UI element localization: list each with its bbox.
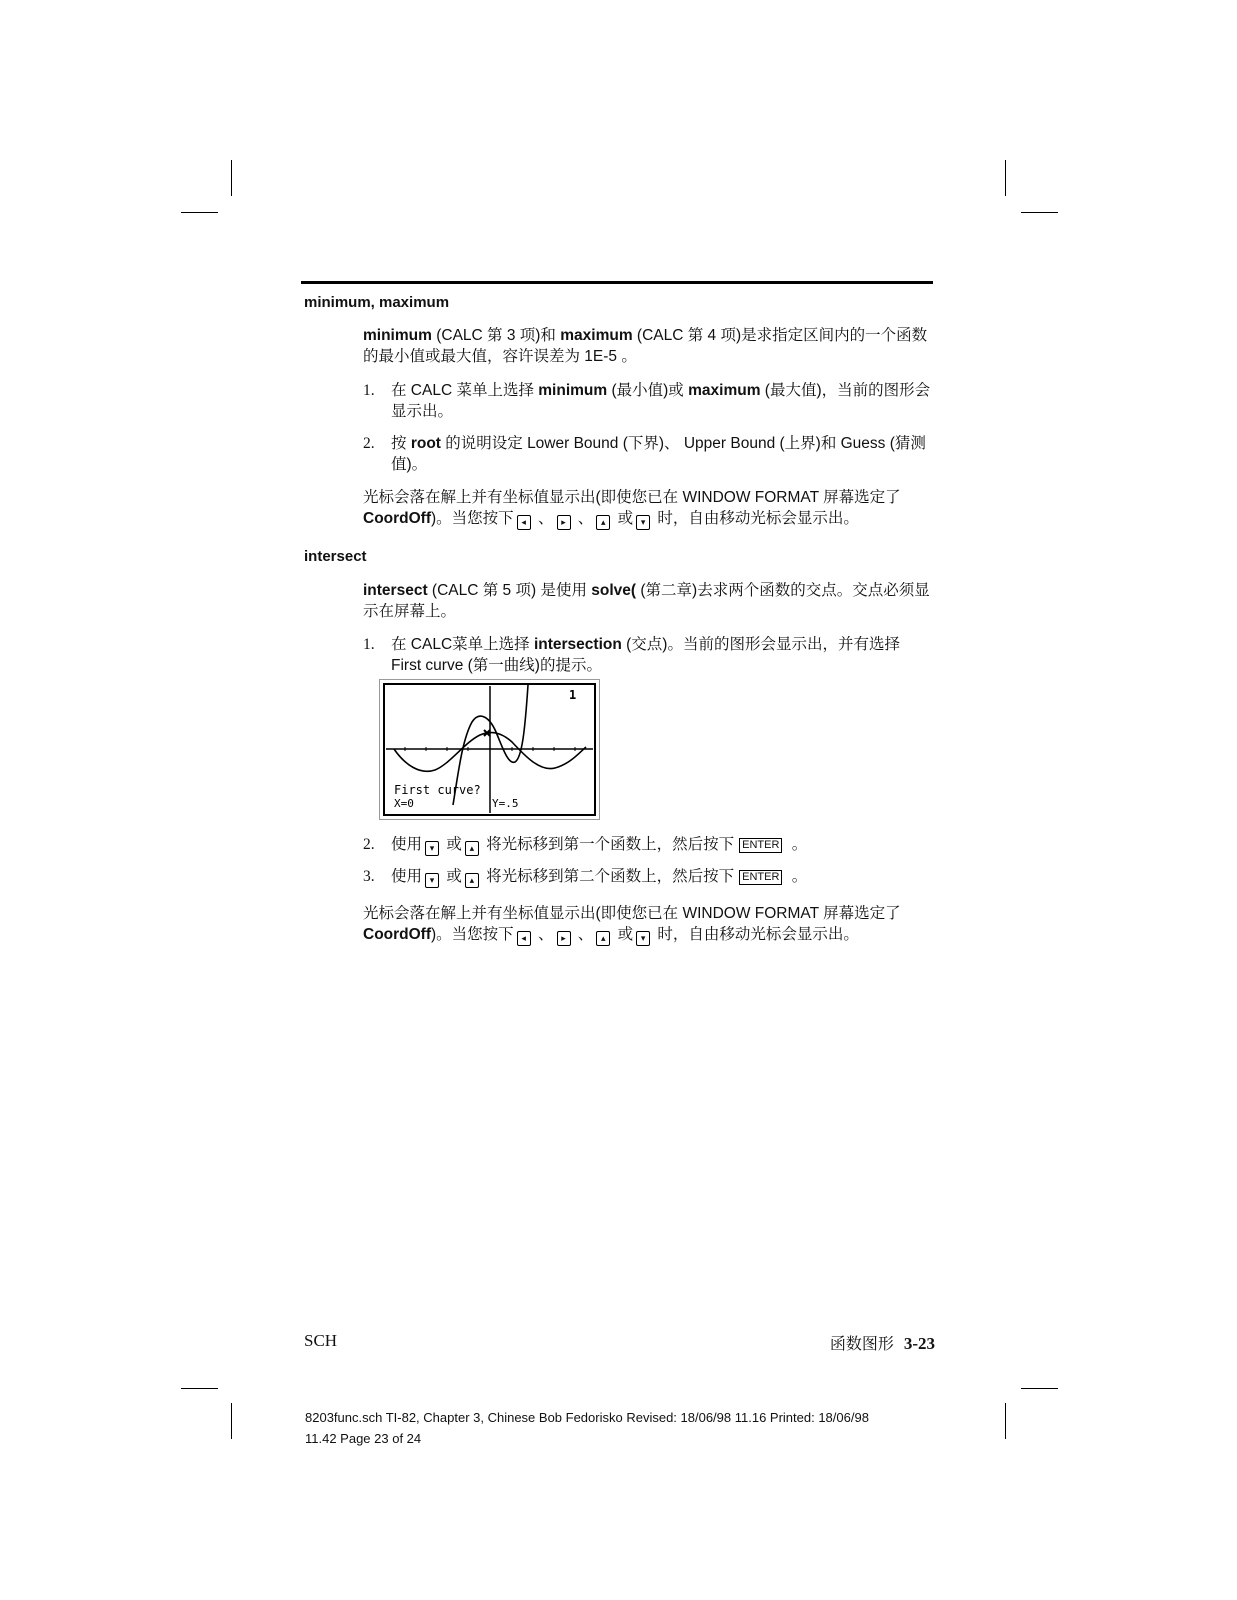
- enter-key-icon: ENTER: [739, 838, 782, 853]
- intersect-outro: 光标会落在解上并有坐标值显示出(即使您已在 WINDOW FORMAT 屏幕选定了CoordOff)。当您按下 ◂ 、 ▸ 、 ▴ 或 ▾ 时，自由移动光标会显示出。: [363, 903, 933, 946]
- calculator-screen: [379, 679, 600, 820]
- left-arrow-key-icon: ◂: [517, 515, 531, 530]
- up-arrow-key-icon: ▴: [596, 931, 610, 946]
- section-heading-minmax: minimum, maximum: [304, 294, 450, 311]
- minimum-term: minimum: [363, 327, 432, 344]
- minmax-step-2: 2. 按 root 的说明设定 Lower Bound (下界)、 Upper Bound (上界)和 Guess (猜测值)。: [363, 435, 926, 473]
- down-arrow-key-icon: ▾: [425, 873, 439, 888]
- print-metadata: [305, 1407, 965, 1449]
- footer-language-code: SCH: [304, 1331, 338, 1350]
- up-arrow-key-icon: ▴: [465, 873, 479, 888]
- right-arrow-key-icon: ▸: [557, 931, 571, 946]
- crop-mark: [1021, 212, 1058, 213]
- down-arrow-key-icon: ▾: [425, 841, 439, 856]
- down-arrow-key-icon: ▾: [636, 515, 650, 530]
- screen-y-value: Y=.5: [492, 797, 519, 810]
- up-arrow-key-icon: ▴: [465, 841, 479, 856]
- intersect-step-3: 3. 使用 ▾ 或 ▴ 将光标移到第二个函数上，然后按下 ENTER 。: [363, 866, 933, 888]
- intersect-intro: intersect (CALC 第 5 项) 是使用 solve( (第二章)去求两个函数的交点。交点必须显示在屏幕上。: [363, 582, 930, 620]
- footer-chapter: 函数图形: [829, 1336, 894, 1353]
- up-arrow-key-icon: ▴: [596, 515, 610, 530]
- footer-page-info: [815, 1331, 935, 1354]
- page-number: 3-23: [903, 1334, 935, 1353]
- right-arrow-key-icon: ▸: [557, 515, 571, 530]
- graph-screenshot: [380, 680, 599, 819]
- screen-prompt: First curve?: [394, 783, 481, 797]
- crop-mark: [1005, 1403, 1006, 1439]
- crop-mark: [1005, 160, 1006, 196]
- screen-x-value: X=0: [394, 797, 414, 810]
- section-heading-intersect: intersect: [304, 548, 367, 565]
- print-metadata-line-2: 11.42 Page 23 of 24: [305, 1431, 422, 1446]
- enter-key-icon: ENTER: [739, 870, 782, 885]
- top-rule: [301, 281, 933, 284]
- crop-mark: [231, 1403, 232, 1439]
- print-metadata-line-1: 8203func.sch TI-82, Chapter 3, Chinese Bob Fedorisko Revised: 18/06/98 11.16 Printed: 18/06/98: [305, 1410, 869, 1425]
- intersect-step-2: 2. 使用 ▾ 或 ▴ 将光标移到第一个函数上，然后按下 ENTER 。: [363, 834, 933, 856]
- maximum-term: maximum: [560, 327, 633, 344]
- minmax-step-1: 1. 在 CALC 菜单上选择 minimum (最小值)或 maximum (最大值)，当前的图形会显示出。: [363, 382, 931, 420]
- crop-mark: [181, 1388, 218, 1389]
- intersect-term: intersect: [363, 582, 428, 599]
- minmax-intro: minimum (CALC 第 3 项)和 maximum (CALC 第 4 项)是求指定区间内的一个函数的最小值或最大值，容许误差为 1E-5 。: [363, 327, 928, 365]
- intersect-step-1: 1. 在 CALC菜单上选择 intersection (交点)。当前的图形会显示出，并有选择 First curve (第一曲线)的提示。: [363, 636, 900, 674]
- down-arrow-key-icon: ▾: [636, 931, 650, 946]
- crop-mark: [181, 212, 218, 213]
- minmax-outro: 光标会落在解上并有坐标值显示出(即使您已在 WINDOW FORMAT 屏幕选定了CoordOff)。当您按下 ◂ 、 ▸ 、 ▴ 或 ▾ 时，自由移动光标会显示出。: [363, 487, 933, 530]
- left-arrow-key-icon: ◂: [517, 931, 531, 946]
- screen-corner-number: 1: [569, 688, 577, 702]
- crop-mark: [231, 160, 232, 196]
- crop-mark: [1021, 1388, 1058, 1389]
- solve-term: solve(: [591, 582, 637, 599]
